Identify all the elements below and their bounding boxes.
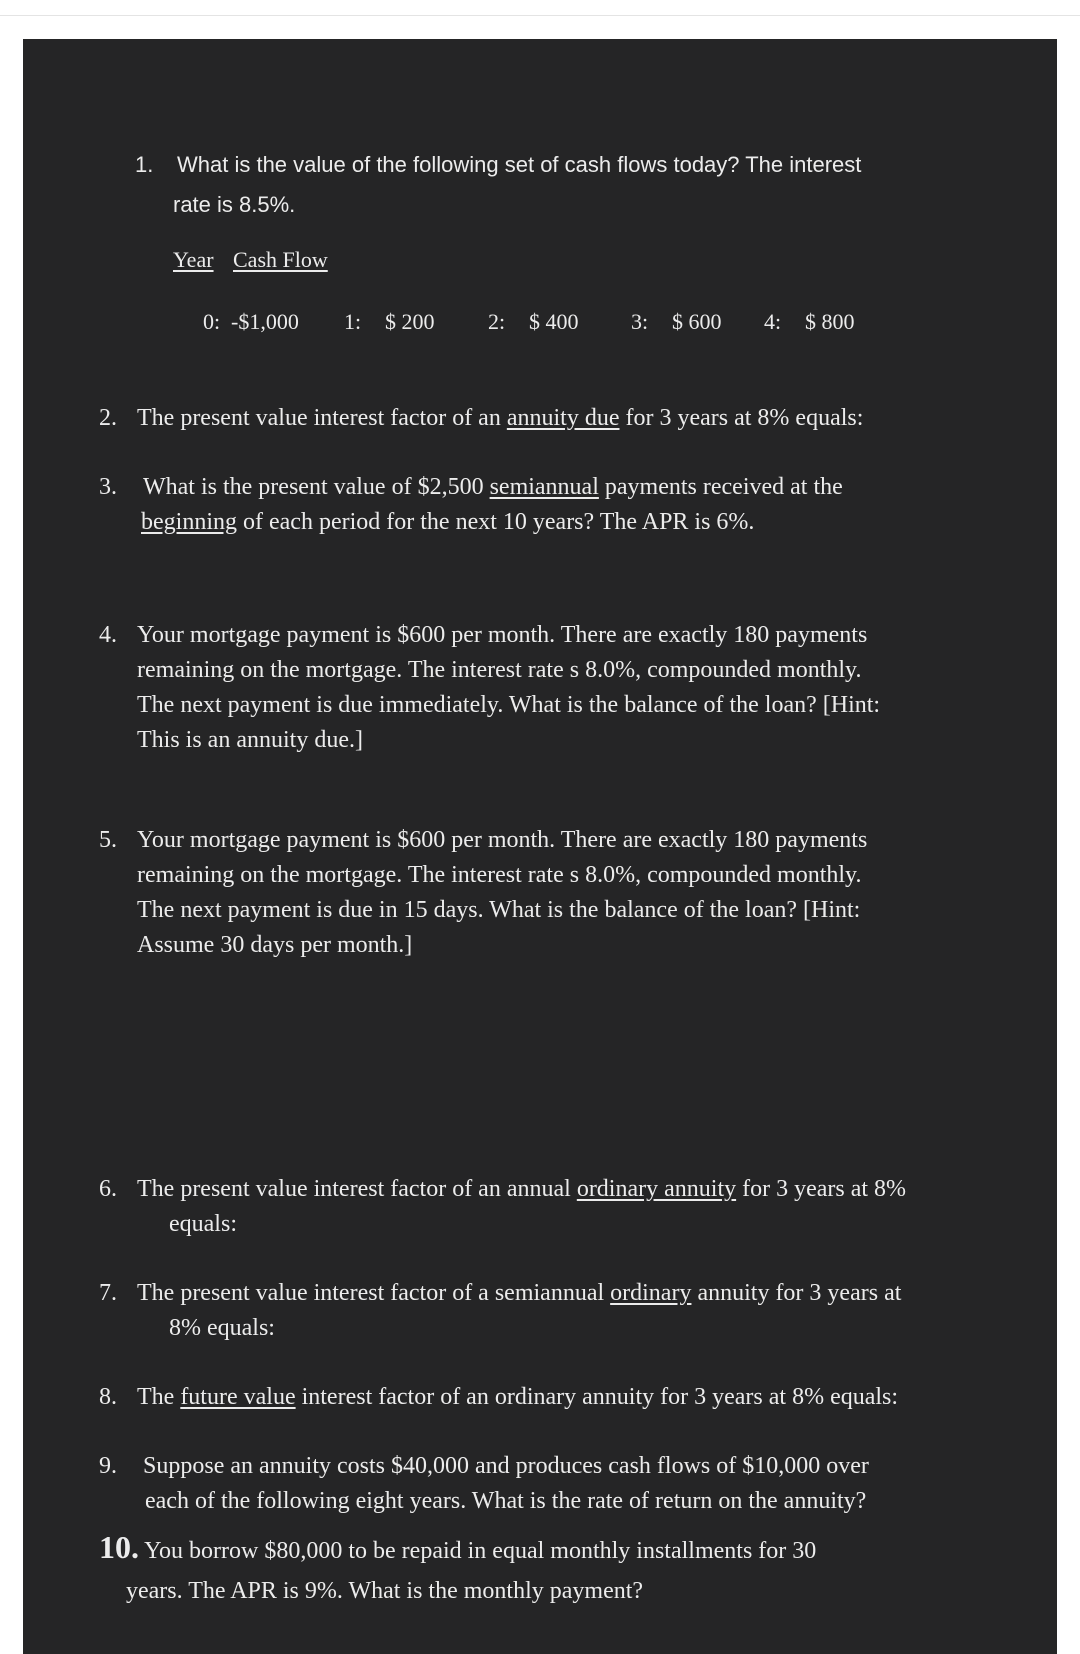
question-8 (99, 1380, 1039, 1415)
question-5-line-2: remaining on the mortgage. The interest rate s 8.0%, compounded monthly. (137, 862, 862, 888)
question-1-line-2: rate is 8.5%. (173, 192, 296, 217)
cash-flow-year-1-label: 1: (344, 309, 362, 334)
cash-flow-year-0-value: -$1,000 (231, 309, 299, 334)
question-2-text-post: for 3 years at 8% equals: (619, 405, 864, 431)
cash-flow-year-0-label: 0: (203, 309, 221, 334)
cash-flow-year-3-value: $ 600 (672, 309, 722, 334)
question-4-number: 4. (99, 622, 117, 648)
question-9-line-2: each of the following eight years. What is the rate of return on the annuity? (145, 1488, 867, 1514)
question-1-number: 1. (135, 152, 154, 177)
question-5-line-1: Your mortgage payment is $600 per month. There are exactly 180 payments (137, 827, 868, 853)
cash-flow-year-2-label: 2: (488, 309, 506, 334)
question-7-number: 7. (99, 1280, 117, 1306)
question-5-line-3: The next payment is due in 15 days. What is the balance of the loan? [Hint: (137, 897, 861, 923)
question-8-number: 8. (99, 1384, 117, 1410)
question-4 (99, 618, 1039, 758)
question-8-underlined-term: future value (180, 1384, 296, 1410)
cash-flow-year-1-value: $ 200 (385, 309, 435, 334)
question-8-text-post: interest factor of an ordinary annuity for 3 years at 8% equals: (295, 1384, 899, 1410)
question-2-number: 2. (99, 405, 117, 431)
question-5-number: 5. (99, 827, 117, 853)
question-3-number: 3. (99, 474, 117, 500)
question-10-number: 10. (99, 1529, 139, 1565)
question-8-text-pre: The (137, 1384, 181, 1410)
question-5-line-4: Assume 30 days per month.] (137, 932, 413, 958)
question-2-underlined-term: annuity due (506, 405, 620, 431)
question-7-text-post: annuity for 3 years at (691, 1280, 902, 1306)
question-4-line-4: This is an annuity due.] (137, 727, 363, 753)
question-2-text-pre: The present value interest factor of an (137, 405, 507, 431)
question-6-number: 6. (99, 1176, 117, 1202)
question-6-line-2: equals: (169, 1211, 237, 1237)
question-4-line-1: Your mortgage payment is $600 per month. There are exactly 180 payments (137, 622, 868, 648)
question-3-text-pre: What is the present value of $2,500 (143, 474, 490, 500)
question-3-underlined-semiannual: semiannual (489, 474, 599, 500)
question-7-underlined-term: ordinary (610, 1280, 692, 1306)
table-header-cash-flow: Cash Flow (233, 247, 328, 272)
cash-flow-year-3-label: 3: (631, 309, 649, 334)
question-7-line-2: 8% equals: (169, 1315, 275, 1341)
document-page (23, 39, 1057, 1654)
question-3-text-mid: payments received at the (598, 474, 843, 500)
cash-flow-year-4-label: 4: (764, 309, 782, 334)
question-9 (99, 1449, 1039, 1519)
cash-flow-year-4-value: $ 800 (805, 309, 855, 334)
table-header-year: Year (173, 247, 214, 272)
question-10 (99, 1527, 1039, 1611)
question-7 (99, 1276, 1039, 1346)
question-4-line-2: remaining on the mortgage. The interest rate s 8.0%, compounded monthly. (137, 657, 862, 683)
question-9-number: 9. (99, 1453, 117, 1479)
question-1-line-1: What is the value of the following set of cash flows today? The interest (177, 152, 862, 177)
top-divider (0, 15, 1080, 16)
question-5 (99, 823, 1039, 963)
question-3-text-post: of each period for the next 10 years? The APR is 6%. (237, 509, 755, 535)
question-3 (99, 470, 1039, 540)
cash-flow-year-2-value: $ 400 (529, 309, 579, 334)
question-6-underlined-term: ordinary annuity (576, 1176, 737, 1202)
question-6-text-pre: The present value interest factor of an annual (137, 1176, 577, 1202)
question-9-line-1: Suppose an annuity costs $40,000 and produces cash flows of $10,000 over (143, 1453, 869, 1479)
question-6-text-post: for 3 years at 8% (736, 1176, 907, 1202)
question-3-underlined-beginning: beginning (141, 509, 237, 535)
question-7-text-pre: The present value interest factor of a semiannual (137, 1280, 611, 1306)
question-2 (99, 401, 1039, 436)
question-10-line-2: years. The APR is 9%. What is the monthly payment? (126, 1578, 644, 1604)
question-10-line-1: You borrow $80,000 to be repaid in equal monthly installments for 30 (139, 1538, 817, 1564)
question-4-line-3: The next payment is due immediately. What is the balance of the loan? [Hint: (137, 692, 881, 718)
question-6 (99, 1172, 1039, 1242)
